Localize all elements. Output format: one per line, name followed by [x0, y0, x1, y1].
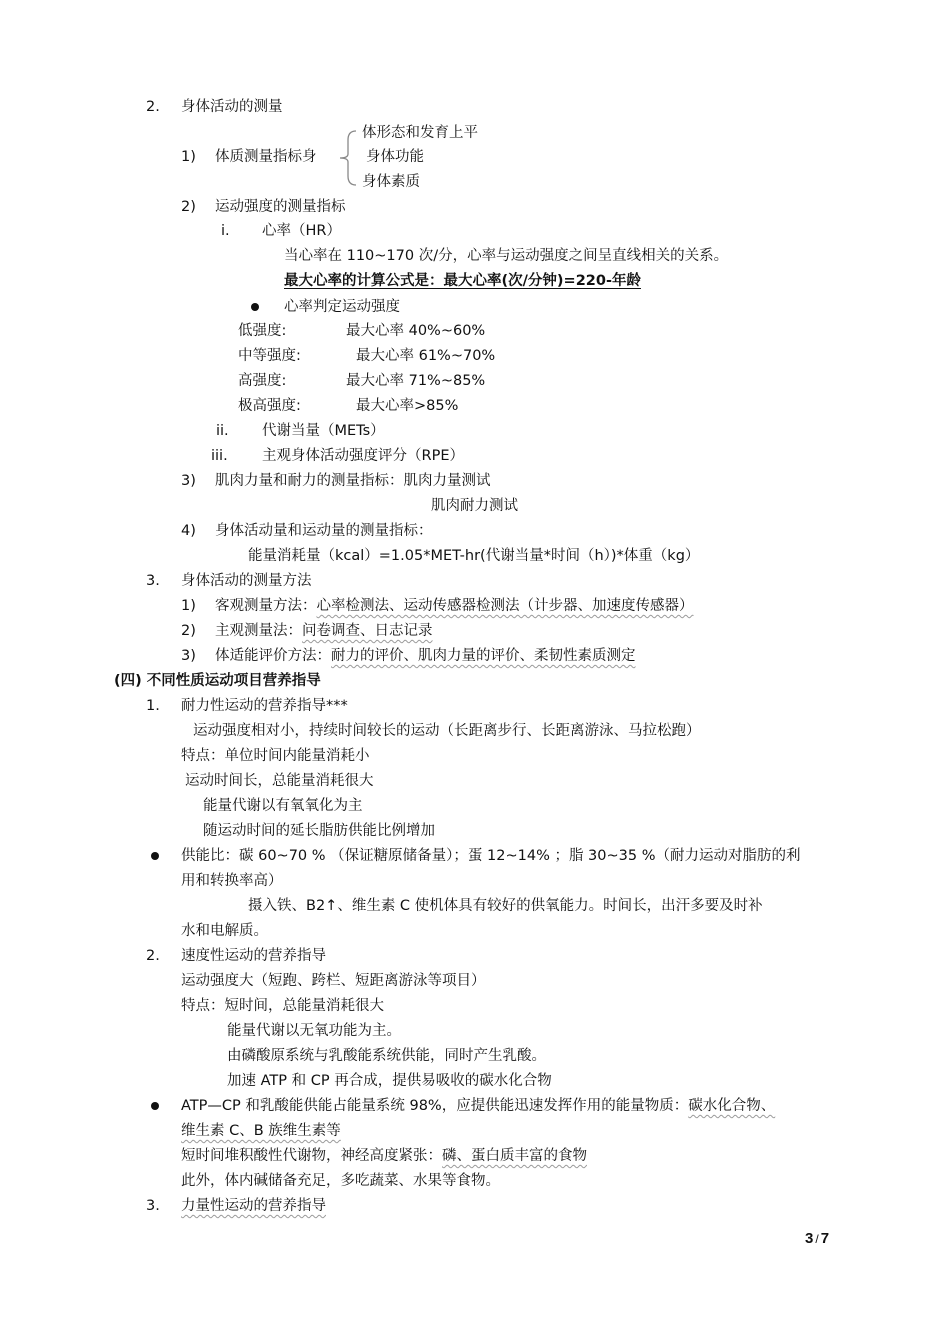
formula-line: 最大心率的计算公式是：最大心率(次/分钟)=220-年龄	[284, 273, 641, 289]
intensity-value: 最大心率 40%~60%	[346, 323, 486, 339]
bullet-icon	[251, 303, 259, 311]
text-line: 客观测量方法：心率检测法、运动传感器检测法（计步器、加速度传感器）	[215, 598, 694, 614]
heading: 速度性运动的营养指导	[181, 948, 326, 964]
list-number: 2)	[181, 623, 196, 639]
list-number: 3)	[181, 648, 196, 664]
subheading: 运动强度的测量指标	[215, 199, 346, 215]
list-number: 2.	[146, 99, 160, 115]
list-number: 4)	[181, 523, 196, 539]
text-line: 当心率在 110~170 次/分，心率与运动强度之间呈直线相关的关系。	[284, 248, 729, 264]
intensity-label: 中等强度:	[238, 348, 301, 364]
brace-item: 身体素质	[362, 174, 420, 190]
text-line: 肌肉力量和耐力的测量指标：肌肉力量测试	[215, 473, 491, 489]
intensity-label: 低强度:	[238, 323, 287, 339]
bullet-icon	[151, 1102, 159, 1110]
heading: 身体活动的测量	[181, 99, 283, 115]
intensity-label: 高强度:	[238, 373, 287, 389]
text-line: 肌肉耐力测试	[431, 498, 518, 514]
list-number: i.	[221, 223, 230, 239]
text-line: 运动强度相对小，持续时间较长的运动（长距离步行、长距离游泳、马拉松跑）	[193, 723, 701, 739]
list-number: iii.	[211, 448, 228, 464]
list-number: 1)	[181, 149, 196, 165]
text-line: 用和转换率高）	[181, 873, 283, 889]
text-line: 维生素 C、B 族维生素等	[181, 1123, 341, 1139]
text-line: 体质测量指标身	[215, 149, 317, 165]
text-line: 供能比：碳 60~70 % （保证糖原储备量）；蛋 12~14% ；脂 30~35 %（耐力运动对脂肪的利	[181, 848, 801, 864]
heading: 力量性运动的营养指导	[181, 1198, 326, 1214]
text-line: 加速 ATP 和 CP 再合成，提供易吸收的碳水化合物	[227, 1073, 552, 1089]
page-number: 3 / 7	[805, 1230, 830, 1247]
intensity-label: 极高强度:	[238, 398, 301, 414]
text-line: 特点：短时间，总能量消耗很大	[181, 998, 384, 1014]
text-line: 能量代谢以无氧功能为主。	[227, 1023, 401, 1039]
intensity-value: 最大心率 61%~70%	[356, 348, 496, 364]
list-number: 2.	[146, 948, 160, 964]
brace-icon	[336, 128, 358, 188]
list-number: 3.	[146, 1198, 160, 1214]
text-line: 运动时间长，总能量消耗很大	[185, 773, 374, 789]
list-number: 2)	[181, 199, 196, 215]
intensity-value: 最大心率 71%~85%	[346, 373, 486, 389]
heading: 身体活动的测量方法	[181, 573, 312, 589]
text-line: 短时间堆积酸性代谢物，神经高度紧张：磷、蛋白质丰富的食物	[181, 1148, 587, 1164]
list-number: ii.	[216, 423, 229, 439]
section-title: (四) 不同性质运动项目营养指导	[114, 673, 321, 689]
list-number: 3)	[181, 473, 196, 489]
text-line: ATP—CP 和乳酸能供能占能量系统 98%，应提供能迅速发挥作用的能量物质：碳水化合物、	[181, 1098, 776, 1114]
text-line: 特点：单位时间内能量消耗小	[181, 748, 370, 764]
list-number: 1.	[146, 698, 160, 714]
text-line: 摄入铁、B2↑、维生素 C 使机体具有较好的供氧能力。时间长，出汗多要及时补	[248, 898, 763, 914]
formula-line: 能量消耗量（kcal）=1.05*MET-hr(代谢当量*时间（h）)*体重（kg）	[248, 548, 700, 564]
text-line: 心率判定运动强度	[284, 299, 400, 315]
text-line: 随运动时间的延长脂肪供能比例增加	[203, 823, 435, 839]
brace-item: 身体功能	[366, 149, 424, 165]
text-line: 能量代谢以有氧氧化为主	[203, 798, 363, 814]
text-line: 由磷酸原系统与乳酸能系统供能，同时产生乳酸。	[227, 1048, 546, 1064]
text-line: 心率（HR）	[262, 223, 341, 239]
brace-item: 体形态和发育上平	[362, 125, 478, 141]
text-line: 运动强度大（短跑、跨栏、短距离游泳等项目）	[181, 973, 486, 989]
text-line: 此外，体内碱储备充足，多吃蔬菜、水果等食物。	[181, 1173, 500, 1189]
text-line: 水和电解质。	[181, 923, 268, 939]
text-line: 体适能评价方法：耐力的评价、肌肉力量的评价、柔韧性素质测定	[215, 648, 636, 664]
text-line: 主观身体活动强度评分（RPE）	[262, 448, 464, 464]
text-line: 主观测量法：问卷调查、日志记录	[215, 623, 433, 639]
text-line: 代谢当量（METs）	[262, 423, 385, 439]
list-number: 3.	[146, 573, 160, 589]
intensity-value: 最大心率>85%	[356, 398, 459, 414]
text-line: 身体活动量和运动量的测量指标：	[215, 523, 433, 539]
heading: 耐力性运动的营养指导***	[181, 698, 348, 714]
bullet-icon	[151, 852, 159, 860]
list-number: 1)	[181, 598, 196, 614]
